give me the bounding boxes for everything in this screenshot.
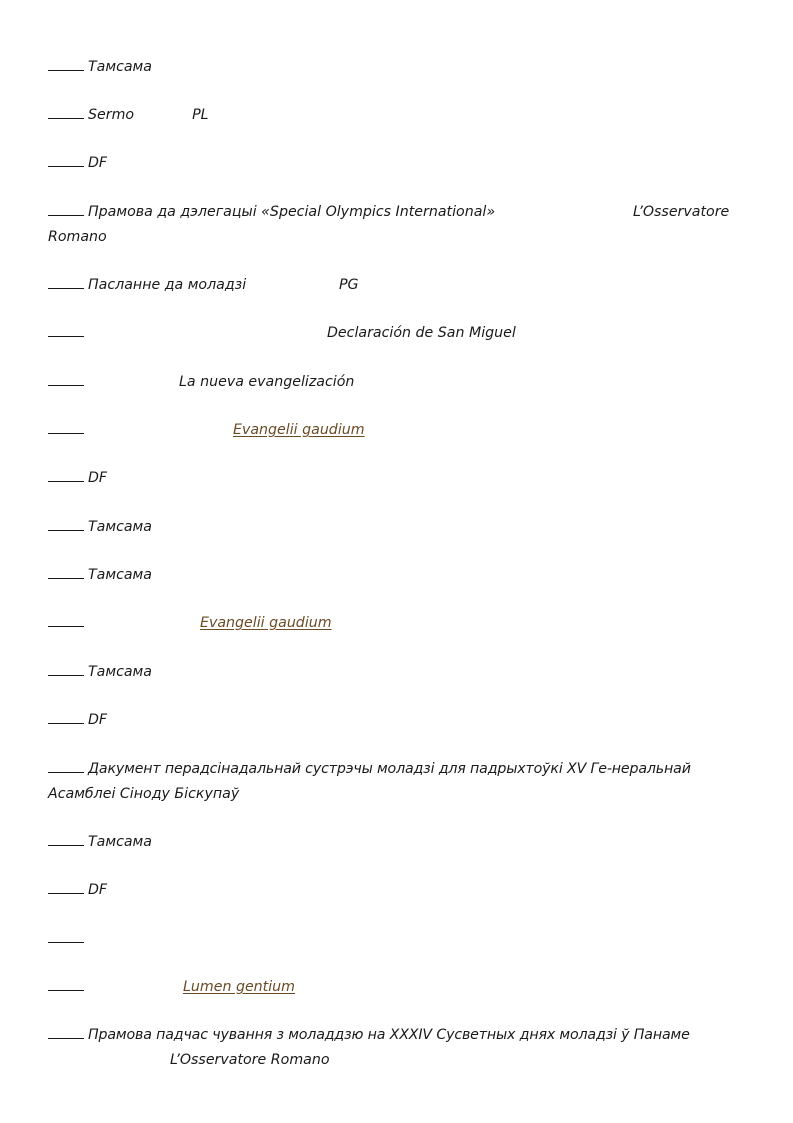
footnote-text: L’Osservatore Romano [170, 1052, 330, 1068]
footnote [48, 757, 748, 807]
footnote-text: Sermo [88, 107, 135, 123]
footnote [48, 418, 748, 443]
footnote-text: L’Osservatore [633, 204, 730, 220]
footnote [48, 878, 748, 903]
footnote-blank [48, 273, 84, 289]
footnote [48, 515, 748, 540]
footnote-blank [48, 515, 84, 531]
footnote-text: Прамова падчас чування з моладдзю на XXXIV Сусветных днях моладзі ў Панаме [88, 1027, 690, 1043]
footnote-blank [48, 757, 84, 773]
footnote-blank [48, 103, 84, 119]
footnote-blank [48, 878, 84, 894]
footnote-blank [48, 1023, 84, 1039]
footnote-text: PG [339, 277, 359, 293]
footnote-text: Romano [48, 229, 107, 245]
footnote [48, 103, 748, 128]
footnote-blank [48, 708, 84, 724]
footnote-text: Тамсама [88, 59, 152, 75]
footnote [48, 1023, 748, 1073]
footnote-blank [48, 370, 84, 386]
footnote [48, 200, 748, 250]
footnote-text: DF [88, 470, 108, 486]
footnote [48, 975, 748, 1000]
footnote [48, 660, 748, 685]
footnote-text: Асамблеі Сіноду Біскупаў [48, 786, 240, 802]
footnote-text: DF [88, 882, 108, 898]
footnote-text: Тамсама [88, 834, 152, 850]
footnote-blank [48, 55, 84, 71]
footnote [48, 370, 748, 395]
footnote [48, 321, 748, 346]
footnote-text: Тамсама [88, 567, 152, 583]
footnote-text: Тамсама [88, 664, 152, 680]
footnote-text: PL [192, 107, 209, 123]
footnote-blank [48, 975, 84, 991]
footnote-text: Дакумент перадсінадальнай сустрэчы моладзі для падрыхтоўкі XV Ге-неральнай [88, 761, 691, 777]
footnote [48, 55, 748, 80]
footnote-link[interactable]: Evangelii gaudium [233, 422, 365, 438]
footnote [48, 563, 748, 588]
footnote-blank [48, 611, 84, 627]
footnote-text: DF [88, 712, 108, 728]
footnote-blank [48, 151, 84, 167]
footnote-blank [48, 466, 84, 482]
footnote-link[interactable]: Lumen gentium [183, 979, 295, 995]
footnote-text: La nueva evangelización [179, 374, 355, 390]
footnote [48, 273, 748, 298]
footnote-text: Тамсама [88, 519, 152, 535]
footnote [48, 708, 748, 733]
footnote-blank [48, 660, 84, 676]
footnote [48, 151, 748, 176]
footnote-blank [48, 563, 84, 579]
footnote-text: Пасланне да моладзі [88, 277, 247, 293]
footnote-blank [48, 830, 84, 846]
footnote-blank [48, 200, 84, 216]
footnote [48, 927, 748, 952]
footnote-text: DF [88, 155, 108, 171]
footnote-text: Declaración de San Miguel [327, 325, 516, 341]
footnote-link[interactable]: Evangelii gaudium [200, 615, 332, 631]
footnote-blank [48, 418, 84, 434]
footnote-text: Прамова да дэлегацыі «Special Olympics International» [88, 204, 496, 220]
footnote [48, 611, 748, 636]
footnote [48, 830, 748, 855]
footnote [48, 466, 748, 491]
footnote-blank [48, 927, 84, 943]
footnote-blank [48, 321, 84, 337]
